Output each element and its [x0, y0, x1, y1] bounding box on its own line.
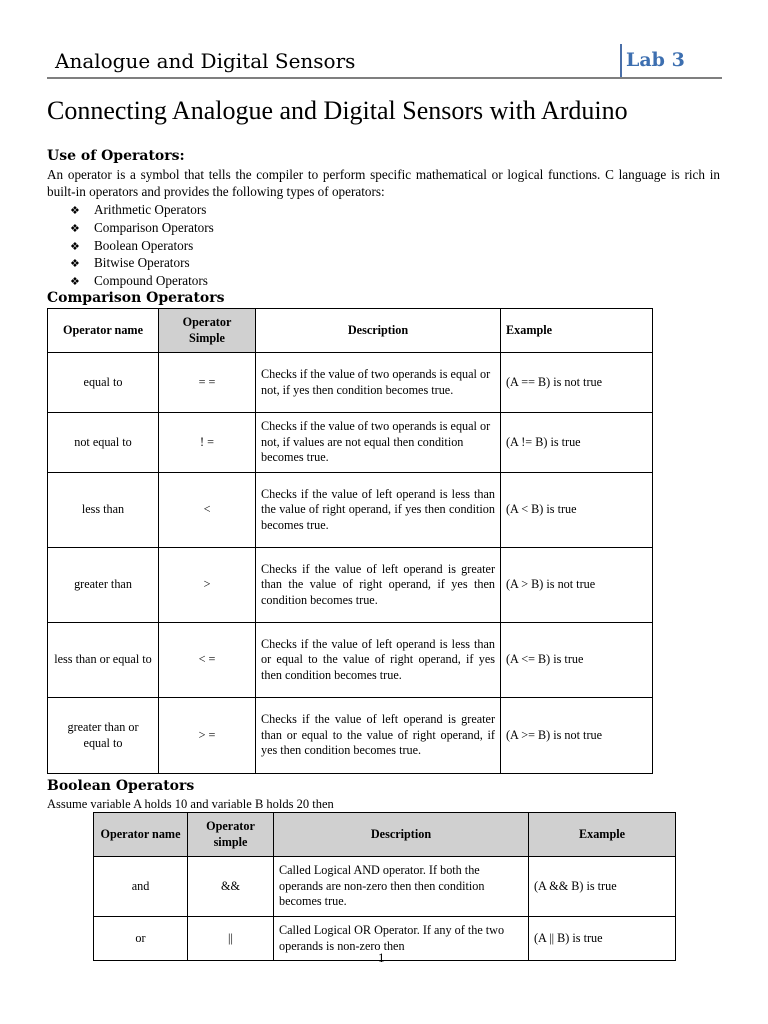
page-title: Connecting Analogue and Digital Sensors with Arduino — [47, 96, 628, 125]
operator-types-list — [70, 202, 214, 291]
column-header: Operator name — [94, 813, 188, 857]
list-item: ❖ Comparison Operators — [70, 220, 214, 238]
column-header: Description — [256, 309, 501, 353]
column-header: Operator simple — [188, 813, 274, 857]
table-header-row — [48, 309, 653, 353]
column-header: Example — [501, 309, 653, 353]
table-row: less than < Checks if the value of left operand is less than the value of right operand, if yes then condition becomes true. (A < B) is true — [48, 473, 653, 548]
comparison-operators-heading: Comparison Operators — [47, 290, 225, 306]
comparison-operators-table — [47, 308, 653, 774]
header-lab-label: Lab 3 — [626, 49, 685, 71]
list-item: ❖ Compound Operators — [70, 273, 214, 291]
header-rule — [47, 77, 722, 79]
use-of-operators-paragraph: An operator is a symbol that tells the compiler to perform specific mathematical or logical functions. C language is rich in built-in operators and provides the following types of operators: — [47, 167, 720, 199]
table-row: greater than or equal to > = Checks if the value of left operand is greater than or equal to the value of right operand, if yes then condition becomes true. (A >= B) is not true — [48, 698, 653, 774]
list-item: ❖ Arithmetic Operators — [70, 202, 214, 220]
list-item: ❖ Bitwise Operators — [70, 255, 214, 273]
table-row: less than or equal to < = Checks if the value of left operand is less than or equal to the value of right operand, if yes then condition becomes true. (A <= B) is true — [48, 623, 653, 698]
boolean-operators-table — [93, 812, 676, 961]
diamond-bullet-icon: ❖ — [70, 240, 80, 253]
page-number: 1 — [378, 950, 385, 965]
diamond-bullet-icon: ❖ — [70, 258, 80, 271]
table-row: not equal to ! = Checks if the value of two operands is equal or not, if values are not equal then condition becomes true. (A != B) is true — [48, 413, 653, 473]
boolean-note: Assume variable A holds 10 and variable B holds 20 then — [47, 797, 334, 811]
table-header-row — [94, 813, 676, 857]
page-header — [47, 44, 722, 78]
table-row: and && Called Logical AND operator. If both the operands are non-zero then then condition becomes true. (A && B) is true — [94, 857, 676, 917]
diamond-bullet-icon: ❖ — [70, 222, 80, 235]
diamond-bullet-icon: ❖ — [70, 205, 80, 217]
diamond-bullet-icon: ❖ — [70, 276, 80, 289]
table-row: greater than > Checks if the value of left operand is greater than the value of right operand, if yes then condition becomes true. (A > B) is not true — [48, 548, 653, 623]
column-header: Example — [529, 813, 676, 857]
table-row: equal to = = Checks if the value of two operands is equal or not, if yes then condition becomes true. (A == B) is not true — [48, 353, 653, 413]
column-header: Operator Simple — [159, 309, 256, 353]
list-item: ❖ Boolean Operators — [70, 238, 214, 256]
boolean-operators-heading: Boolean Operators — [47, 778, 195, 794]
header-divider — [620, 44, 622, 78]
column-header: Description — [274, 813, 529, 857]
header-title: Analogue and Digital Sensors — [55, 49, 356, 73]
column-header: Operator name — [48, 309, 159, 353]
use-of-operators-heading: Use of Operators: — [47, 148, 185, 164]
table-row: or || Called Logical OR Operator. If any of the two operands is non-zero then (A || B) is true — [94, 917, 676, 961]
